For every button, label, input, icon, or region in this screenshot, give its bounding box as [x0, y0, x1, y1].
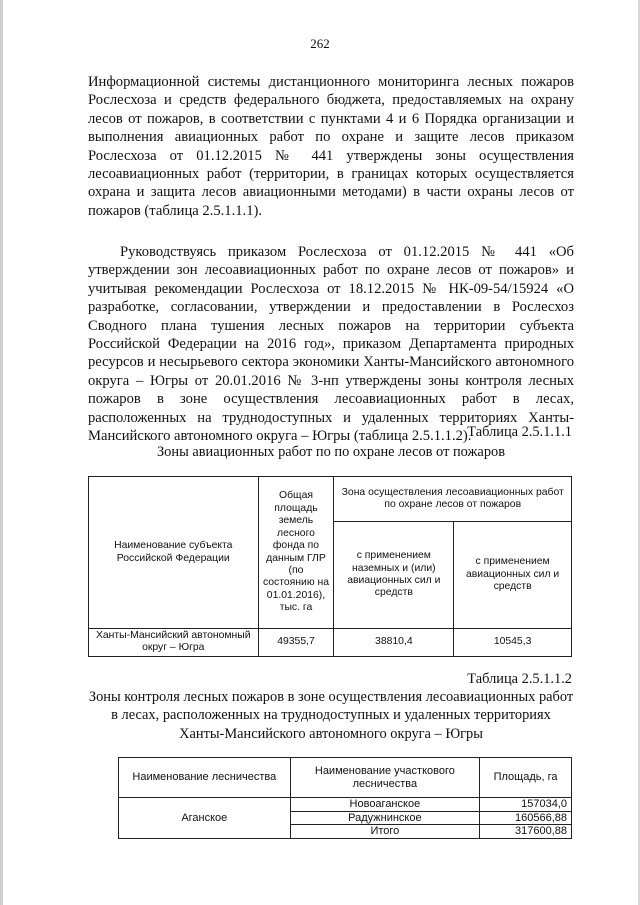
header-area: Площадь, га — [480, 758, 572, 798]
cell-area: 157034,0 — [480, 798, 572, 812]
header-zone: Зона осуществления лесоавиационных работ по охране лесов от пожаров — [334, 477, 572, 522]
aviation-zones-table — [88, 476, 572, 657]
header-ground-means: с применением наземных и (или) авиационных сил и средств — [334, 522, 454, 629]
page-number: 262 — [310, 36, 330, 51]
cell-aviation-area: 10545,3 — [454, 629, 572, 657]
cell-area: 160566,88 — [480, 811, 572, 825]
cell-ground-area: 38810,4 — [334, 629, 454, 657]
cell-total-area: 49355,7 — [258, 629, 334, 657]
table1-title: Зоны авиационных работ по по охране лесов от пожаров — [156, 444, 506, 460]
cell-subject: Ханты-Мансийский автономный округ – Югра — [89, 629, 259, 657]
table-row — [119, 798, 572, 812]
cell-forestry: Аганское — [119, 798, 291, 839]
header-aviation-means: с применением авиационных сил и средств — [454, 522, 572, 629]
cell-total-label: Итого — [290, 825, 480, 839]
header-forestry: Наименование лесничества — [119, 758, 291, 798]
table-row — [89, 629, 572, 657]
table2-title: Зоны контроля лесных пожаров в зоне осуществления лесоавиационных работ в лесах, расположенных на труднодоступных и удаленных территориях Ханты-Мансийского автономного округа – Югры — [88, 689, 574, 742]
header-total-area: Общая площадь земель лесного фонда по данным ГЛР (по состоянию на 01.01.2016), тыс. га — [258, 477, 334, 629]
fire-control-zones-table — [118, 757, 572, 839]
paragraph-1: Информационной системы дистанционного мониторинга лесных пожаров Рослесхоза и средств федерального бюджета, предоставляемых на охрану лесов от пожаров, в соответствии с пунктами 4 и 6 Порядка организации и выполнения авиационных работ по охране и защите лесов приказом Рослесхоза от 01.12.2015 № 441 утверждены зоны осуществления лесоавиационных работ (территории, в границах которых осуществляется охрана и защита лесов авиационными методами) в части охраны лесов от пожаров (таблица 2.5.1.1.1). — [88, 74, 574, 219]
table1-reference: Таблица 2.5.1.1.1 — [467, 424, 572, 440]
header-subject: Наименование субъекта Российской Федерации — [89, 477, 259, 629]
page-left-edge — [0, 0, 3, 905]
cell-district: Радужнинское — [290, 811, 480, 825]
header-district-forestry: Наименование участкового лесничества — [290, 758, 480, 798]
paragraph-2: Руководствуясь приказом Рослесхоза от 01.12.2015 № 441 «Об утверждении зон лесоавиационных работ по охране лесов от пожаров» и учитывая рекомендации Рослесхоза от 18.12.2015 № НК-09-54/15924 «О разработке, согласовании, утверждении и предоставлении в Рослесхоз Сводного плана тушения лесных пожаров на территории субъекта Российской Федерации на 2016 год», приказом Департамента природных ресурсов и несырьевого сектора экономики Ханты-Мансийского автономного округа – Югры от 20.01.2016 № 3-нп утверждены зоны контроля лесных пожаров в зоне осуществления лесоавиационных работ в лесах, расположенных на труднодоступных и удаленных территориях Ханты-Мансийского автономного округа – Югры (таблица 2.5.1.1.2). — [88, 244, 574, 445]
cell-district: Новоаганское — [290, 798, 480, 812]
table2-reference: Таблица 2.5.1.1.2 — [467, 671, 572, 687]
cell-total-area: 317600,88 — [480, 825, 572, 839]
